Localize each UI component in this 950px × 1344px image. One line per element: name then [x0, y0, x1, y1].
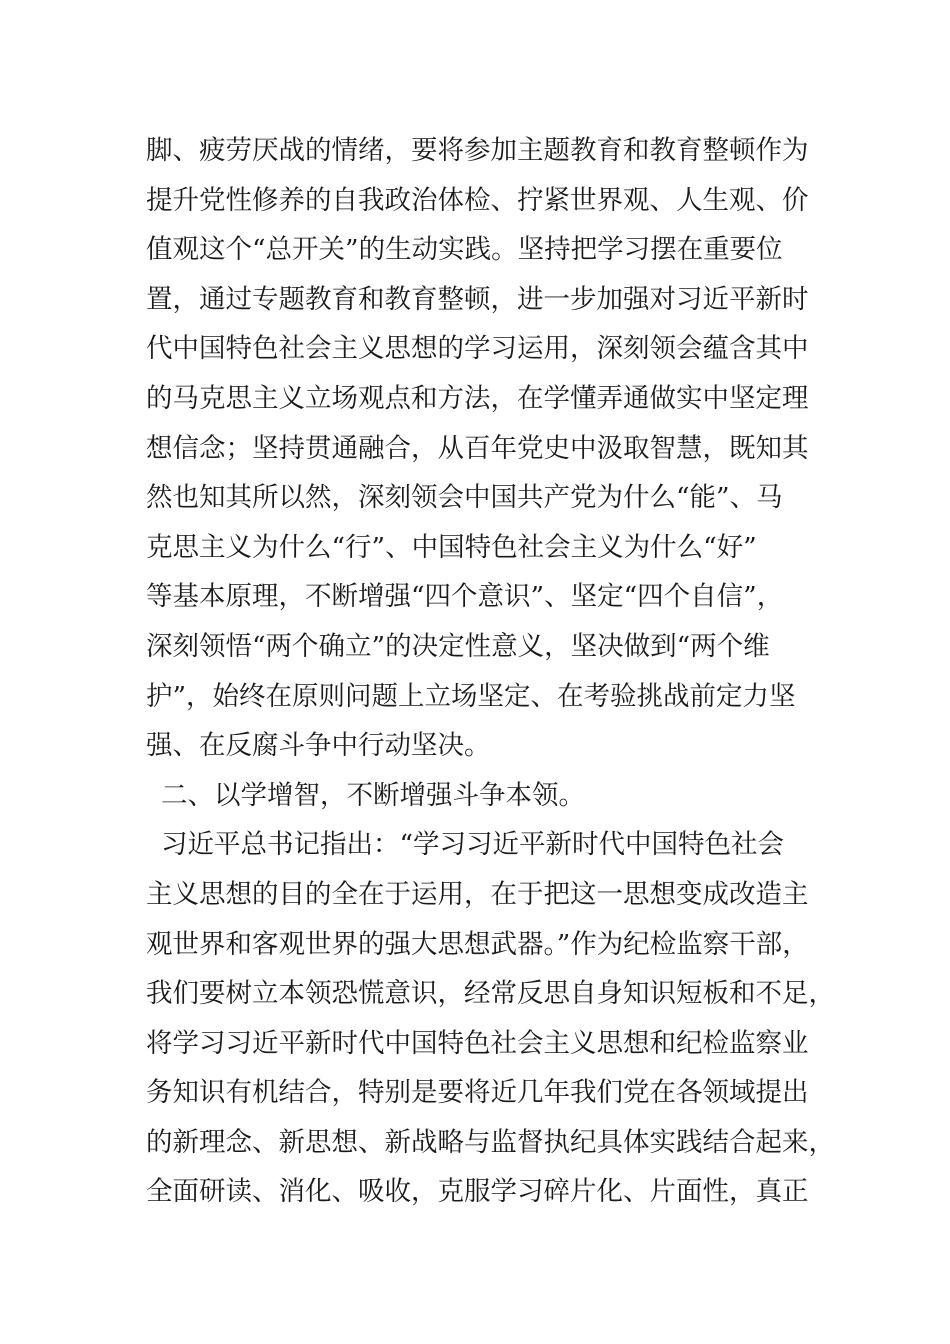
- text-line: 克思主义为什么“行”、中国特色社会主义为什么“好”: [146, 531, 757, 563]
- text-line: 的新理念、新思想、新战略与监督执纪具体实践结合起来，: [146, 1126, 835, 1158]
- text-line: 我们要树立本领恐慌意识，经常反思自身知识短板和不足，: [146, 978, 835, 1010]
- text-line: 观世界和客观世界的强大思想武器。”作为纪检监察干部，: [146, 928, 809, 960]
- text-line: 全面研读、消化、吸收，克服学习碎片化、片面性，真正: [146, 1176, 809, 1208]
- text-line: 习近平总书记指出：“学习习近平新时代中国特色社会: [161, 829, 785, 861]
- section-heading: 二、以学增智，不断增强斗争本领。: [161, 779, 585, 811]
- text-line: 深刻领悟“两个确立”的决定性意义，坚决做到“两个维: [146, 630, 770, 662]
- text-line: 值观这个“总开关”的生动实践。坚持把学习摆在重要位: [146, 234, 783, 266]
- text-line: 然也知其所以然，深刻领会中国共产党为什么“能”、马: [146, 482, 783, 514]
- text-line: 脚、疲劳厌战的情绪，要将参加主题教育和教育整顿作为: [146, 135, 809, 166]
- text-line: 强、在反腐斗争中行动坚决。: [146, 730, 491, 762]
- text-line: 主义思想的目的全在于运用，在于把这一思想变成改造主: [146, 878, 809, 910]
- body-text: [146, 126, 835, 1217]
- text-line: 代中国特色社会主义思想的学习运用，深刻领会蕴含其中: [146, 333, 809, 365]
- text-line: 的马克思主义立场观点和方法，在学懂弄通做实中坚定理: [146, 382, 809, 414]
- text-line: 提升党性修养的自我政治体检、拧紧世界观、人生观、价: [146, 184, 809, 216]
- text-line: 将学习习近平新时代中国特色社会主义思想和纪检监察业: [146, 1027, 809, 1059]
- text-line: 等基本原理，不断增强“四个意识”、坚定“四个自信”，: [146, 581, 784, 613]
- text-line: 务知识有机结合，特别是要将近几年我们党在各领域提出: [146, 1077, 809, 1109]
- text-line: 护”，始终在原则问题上立场坚定、在考验挑战前定力坚: [146, 680, 796, 712]
- text-line: 想信念；坚持贯通融合，从百年党史中汲取智慧，既知其: [146, 432, 809, 464]
- text-line: 置，通过专题教育和教育整顿，进一步加强对习近平新时: [146, 283, 809, 315]
